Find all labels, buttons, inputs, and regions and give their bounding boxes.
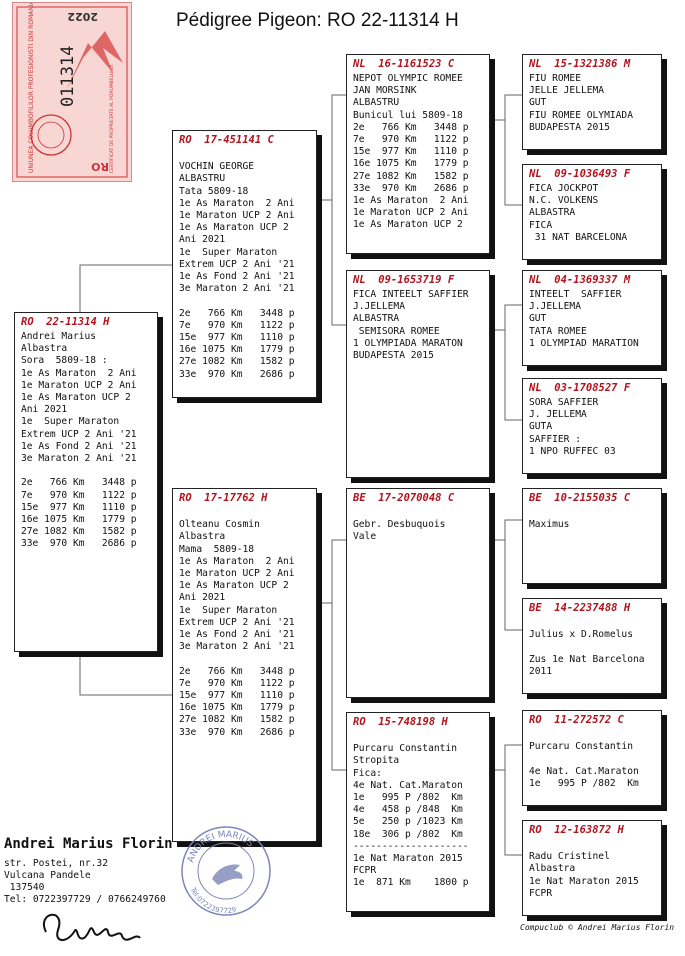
pigeon-details: Radu Cristinel Albastra 1e Nat Maraton 2015 FCPR [529,851,639,899]
sire-card[interactable] [172,130,317,398]
owner-phone: Tel: 0722397729 / 0766249760 [4,894,166,905]
pigeon-details: FICA INTEELT SAFFIER J.JELLEMA ALBASTRA SEMISORA ROMEE 1 OLYMPIADA MARATON BUDAPESTA 2015 [353,289,469,362]
pigeon-details: Maximus [529,519,570,531]
svg-text:ANDREI MARIUS [186,830,255,864]
subject-pigeon-card[interactable] [14,312,158,652]
dam-sire-card[interactable] [346,488,490,698]
signature-icon [36,902,176,956]
ring-number: BE 10-2155035 C [529,492,631,504]
stamp-country-code: RO [91,160,109,173]
ring-number: RO 17-451141 C [179,134,274,146]
ring-number: RO 15-748198 H [353,716,448,728]
ring-number: NL 16-1161523 C [353,58,455,70]
pigeon-details: FICA JOCKPOT N.C. VOLKENS ALBASTRA FICA 31 NAT BARCELONA [529,183,628,243]
owner-zip: 137540 [4,882,45,893]
ring-number: NL 04-1369337 M [529,274,631,286]
ring-number: RO 22-11314 H [21,316,110,328]
sire-sire-sire-card[interactable] [522,54,662,150]
pigeon-details: VOCHIN GEORGE ALBASTRU Tata 5809-18 1e As Maraton 2 Ani 1e Maraton UCP 2 Ani 1e As Maraton UCP 2 Ani 2021 1e Super Maraton Extrem UCP 2 Ani '21 1e As Fond 2 Ani '21 3e Maraton 2 Ani '21 2e 766 Km 3448 p 7e 970 Km 1122 p 15e 977 Km 1110 p 16e 1075 Km 1779 p 27e 1082 Km 1582 p 33e 970 Km 2686 p [179,161,295,380]
pigeon-details: FIU ROMEE JELLE JELLEMA GUT FIU ROMEE OLYMIADA BUDAPESTA 2015 [529,73,633,133]
footer-copyright: Compuclub © Andrei Marius Florin [520,923,675,932]
seal-top-text: ANDREI MARIUS [186,829,256,865]
stamp-year: 2022 [67,10,98,23]
ring-number: RO 12-163872 H [529,824,624,836]
seal-bottom-text: Tel:0722397729 [188,886,238,916]
dove-icon [212,865,243,885]
dam-dam-dam-card[interactable] [522,820,662,916]
sire-dam-dam-card[interactable] [522,378,662,474]
owner-info [4,836,173,906]
ring-number: NL 15-1321386 M [529,58,631,70]
dam-dam-card[interactable] [346,712,490,912]
ring-number: RO 11-272572 C [529,714,624,726]
stamp-number: 011314 [58,45,78,107]
sire-sire-card[interactable] [346,54,490,254]
sire-sire-dam-card[interactable] [522,164,662,260]
ring-number: BE 17-2070048 C [353,492,455,504]
pigeon-details: Andrei Marius Albastra Sora 5809-18 : 1e As Maraton 2 Ani 1e Maraton UCP 2 Ani 1e As Maraton UCP 2 Ani 2021 1e Super Maraton Extrem UCP 2 Ani '21 1e As Fond 2 Ani '21 3e Maraton 2 Ani '21 2e 766 Km 3448 p 7e 970 Km 1122 p 15e 977 Km 1110 p 16e 1075 Km 1779 p 27e 1082 Km 1582 p 33e 970 Km 2686 p [21,331,137,550]
ring-number: NL 09-1036493 F [529,168,631,180]
stamp-cert-text: CERTIFICAT DE PROPRIETATE AL PORUMBELULUI [110,64,115,173]
owner-street: str. Postei, nr.32 [4,858,108,869]
dam-card[interactable] [172,488,317,842]
ring-number: NL 03-1708527 F [529,382,631,394]
seal-graphic [178,823,274,919]
sire-dam-card[interactable] [346,270,490,478]
ring-number: NL 09-1653719 F [353,274,455,286]
pigeon-details: INTEELT SAFFIER J.JELLEMA GUT TATA ROMEE 1 OLYMPIAD MARATION [529,289,639,349]
stamp-org-text: UNIUNEA COLUMBOFILILOR PROFESIONISTI DIN ROMANIA [28,3,35,173]
owner-name: Andrei Marius Florin [4,836,173,852]
svg-text:Tel:0722397729 [188,885,237,915]
pigeon-details: Purcaru Constantin Stropita Fica: 4e Nat. Cat.Maraton 1e 995 P /802 Km 4e 458 p /848 Km 5e 250 p /1023 Km 18e 306 p /802 Km -------------------- 1e Nat Maraton 2015 FCPR 1e 871 Km 1800 p [353,743,469,889]
pigeon-details: NEPOT OLYMPIC ROMEE JAN MORSINK ALBASTRU Bunicul lui 5809-18 2e 766 Km 3448 p 7e 970 Km 1122 p 15e 977 Km 1110 p 16e 1075 Km 1779 p 27e 1082 Km 1582 p 33e 970 Km 2686 p 1e As Maraton 2 Ani 1e Maraton UCP 2 Ani 1e As Maraton UCP 2 [353,73,469,231]
pigeon-details: Olteanu Cosmin Albastra Mama 5809-18 1e As Maraton 2 Ani 1e Maraton UCP 2 Ani 1e As Maraton UCP 2 Ani 2021 1e Super Maraton Extrem UCP 2 Ani '21 1e As Fond 2 Ani '21 3e Maraton 2 Ani '21 2e 766 Km 3448 p 7e 970 Km 1122 p 15e 977 Km 1110 p 16e 1075 Km 1779 p 27e 1082 Km 1582 p 33e 970 Km 2686 p [179,519,295,738]
dam-sire-sire-card[interactable] [522,488,662,584]
owner-seal [178,823,274,923]
page-title: Pédigree Pigeon: RO 22-11314 H [176,10,459,31]
dam-sire-dam-card[interactable] [522,598,662,694]
ring-number: BE 14-2237488 H [529,602,631,614]
ring-number: RO 17-17762 H [179,492,268,504]
pigeon-details: Gebr. Desbuquois Vale [353,519,446,543]
dam-dam-sire-card[interactable] [522,710,662,806]
owner-city: Vulcana Pandele [4,870,91,881]
pigeon-details: Purcaru Constantin 4e Nat. Cat.Maraton 1e 995 P /802 Km [529,741,639,789]
pigeon-details: Julius x D.Romelus Zus 1e Nat Barcelona 2011 [529,629,645,677]
pigeon-details: SORA SAFFIER J. JELLEMA GUTA SAFFIER : 1 NPO RUFFEC 03 [529,397,616,457]
sire-dam-sire-card[interactable] [522,270,662,366]
